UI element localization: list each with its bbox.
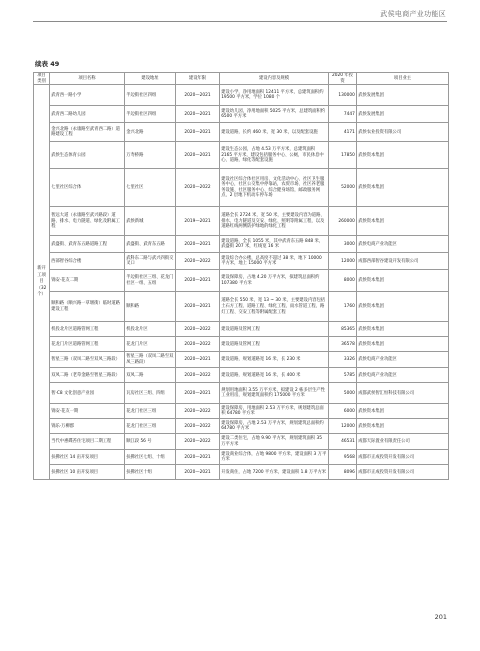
owner-cell: 武侯电商产业功能区 bbox=[357, 352, 449, 368]
owner-cell: 武侯发展集团 bbox=[357, 85, 449, 106]
investment-cell: 6000 bbox=[329, 404, 357, 419]
address-cell: 金兴北路 bbox=[125, 123, 176, 142]
investment-cell: 260000 bbox=[329, 207, 357, 236]
investment-cell: 46531 bbox=[329, 434, 357, 450]
years-cell: 2020—2022 bbox=[176, 419, 220, 434]
investment-cell: 1760 bbox=[329, 292, 357, 322]
years-cell: 2020—2021 bbox=[176, 383, 220, 404]
running-header-title: 武侯电商产业功能区 bbox=[380, 11, 446, 18]
project-name-cell: 智远大道（永康路至武兴路段）道路、排水、电力隧道、绿化及附属工程 bbox=[50, 207, 125, 236]
investment-cell: 8000 bbox=[329, 270, 357, 292]
years-cell: 2020—2021 bbox=[176, 292, 220, 322]
table-row bbox=[34, 142, 449, 169]
table-row bbox=[34, 383, 449, 404]
years-cell: 2019—2021 bbox=[176, 207, 220, 236]
owner-cell: 武侯资本集团 bbox=[357, 207, 449, 236]
investment-cell: 17850 bbox=[329, 142, 357, 169]
owner-cell: 武侯电商产业功能区 bbox=[357, 368, 449, 383]
content-cell: 道路全长 550 米，宽 13 ~ 30 米，主要建设内容包括土石方工程、道路工程、绿化工程、雨水管道工程、路灯工程、交安工程等附属配套工程 bbox=[220, 292, 329, 322]
investment-cell: 4171 bbox=[329, 123, 357, 142]
project-name-cell: 双凤二路（老草金路至智星三路段） bbox=[50, 368, 125, 383]
project-name-cell: 七里社区综合体 bbox=[50, 169, 125, 207]
project-name-cell: 当代中惠碟苔住宅项目二期工程 bbox=[50, 434, 125, 450]
owner-cell: 武侯资本集团 bbox=[357, 142, 449, 169]
owner-cell: 武侯农业投资有限公司 bbox=[357, 123, 449, 142]
content-cell: 建设道路及管网工程 bbox=[220, 337, 329, 352]
years-cell: 2020—2022 bbox=[176, 404, 220, 419]
address-cell: 七里社区 bbox=[125, 169, 176, 207]
table-row bbox=[34, 450, 449, 465]
investment-cell: 36578 bbox=[329, 337, 357, 352]
project-table bbox=[33, 72, 449, 480]
investment-cell: 9568 bbox=[329, 450, 357, 465]
content-cell: 建设道路，全长 1055 米，其中武青东五路 848 米，武盛街 207 米，红线宽 16 米 bbox=[220, 236, 329, 253]
project-name-cell: 智星三路（双凤二路至双凤三路段） bbox=[50, 352, 125, 368]
address-cell: 瓦房社区三组、四组 bbox=[125, 383, 176, 404]
address-cell: 半边街社区四组 bbox=[125, 106, 176, 123]
address-cell: 双凤二路 bbox=[125, 368, 176, 383]
content-cell: 建设商业综合体，占地 9800 平方米，建设面积 3 万平方米 bbox=[220, 450, 329, 465]
col-header-category: 项目类别 bbox=[34, 73, 50, 85]
owner-cell: 武侯资本集团 bbox=[357, 404, 449, 419]
content-cell: 规划用地面积 3.55 万平方米，拟建设 2 栋多层生产性工业用房，规划建筑面积约 175000 平方米 bbox=[220, 383, 329, 404]
owner-cell: 武侯资本集团 bbox=[357, 337, 449, 352]
investment-cell: 7447 bbox=[329, 106, 357, 123]
table-row bbox=[34, 106, 449, 123]
address-cell: 万寿桥路 bbox=[125, 142, 176, 169]
project-name-cell: 扶佛社区 14 亩开发项目 bbox=[50, 450, 125, 465]
content-cell: 建设保障房，占地 2.53 万平方米，规划建筑总面积约 64780 平方米 bbox=[220, 419, 329, 434]
owner-cell: 武侯资本集团 bbox=[357, 322, 449, 337]
table-row bbox=[34, 236, 449, 253]
table-row bbox=[34, 207, 449, 236]
table-row bbox=[34, 169, 449, 207]
address-cell: 花龙门片区 bbox=[125, 337, 176, 352]
project-name-cell: 锦安·花友二期 bbox=[50, 270, 125, 292]
table-row bbox=[34, 368, 449, 383]
years-cell: 2020—2021 bbox=[176, 85, 220, 106]
table-row bbox=[34, 85, 449, 106]
address-cell: 机投北片区 bbox=[125, 322, 176, 337]
content-cell: 建设幼儿园，净用地面积 5025 平方米，总建筑面积约 6500 平方米 bbox=[220, 106, 329, 123]
table-row bbox=[34, 292, 449, 322]
years-cell: 2020—2022 bbox=[176, 169, 220, 207]
table-row bbox=[34, 352, 449, 368]
project-name-cell: 武青西二路幼儿园 bbox=[50, 106, 125, 123]
table-row bbox=[34, 322, 449, 337]
project-name-cell: 锦乐·万柳郡 bbox=[50, 419, 125, 434]
address-cell: 武侯新城 bbox=[125, 207, 176, 236]
investment-cell: 12000 bbox=[329, 253, 357, 270]
address-cell: 花龙门社区三组 bbox=[125, 419, 176, 434]
content-cell: 开发商住，占地 7200 平方米，建设面积 1.8 万平方米 bbox=[220, 465, 329, 480]
owner-cell: 成都武侯智汇恒科技有限公司 bbox=[357, 383, 449, 404]
investment-cell: 52000 bbox=[329, 169, 357, 207]
table-row bbox=[34, 434, 449, 450]
table-continuation-label: 续表 49 bbox=[35, 60, 60, 68]
years-cell: 2020—2021 bbox=[176, 142, 220, 169]
address-cell: 武科东二路与武兴四街交叉口 bbox=[125, 253, 176, 270]
project-name-cell: 金兴北路（永康路至武青西二路）道路建设工程 bbox=[50, 123, 125, 142]
table-row bbox=[34, 465, 449, 480]
table-row bbox=[34, 253, 449, 270]
years-cell: 2020—2021 bbox=[176, 106, 220, 123]
content-cell: 建设道路，规划道路宽 16 米，长 400 米 bbox=[220, 368, 329, 383]
table-row bbox=[34, 270, 449, 292]
col-header-name: 项目名称 bbox=[50, 73, 125, 85]
project-name-cell: 西部智谷综合楼 bbox=[50, 253, 125, 270]
years-cell: 2020—2021 bbox=[176, 123, 220, 142]
category-cell: 新开工项目（32 个） bbox=[34, 85, 50, 480]
owner-cell: 成都市正成投资开发有限公司 bbox=[357, 465, 449, 480]
owner-cell: 武侯资本集团 bbox=[357, 169, 449, 207]
project-name-cell: 机投北片区道路管网工程 bbox=[50, 322, 125, 337]
years-cell: 2020—2021 bbox=[176, 465, 220, 480]
col-header-owner: 项目业主 bbox=[357, 73, 449, 85]
content-cell: 道路全长 2724 米，宽 50 米，主要建设内容为道路、排水、电力隧道及交安、绿化、照明等附属工程，以及道路红线两侧防护绿地的绿化工程 bbox=[220, 207, 329, 236]
investment-cell: 5785 bbox=[329, 368, 357, 383]
table-row bbox=[34, 337, 449, 352]
investment-cell: 130000 bbox=[329, 85, 357, 106]
content-cell: 建设生态公园，占地 4.53 万平方米，总建筑面积 2165 平方米，建设包括服务中心、公厕，市民休息中心、道路，绿化等配套设施 bbox=[220, 142, 329, 169]
page-number: 201 bbox=[434, 613, 447, 621]
years-cell: 2020—2021 bbox=[176, 352, 220, 368]
owner-cell: 武侯电商产业功能区 bbox=[357, 236, 449, 253]
address-cell: 扶佛社区七组、十组 bbox=[125, 450, 176, 465]
content-cell: 建设道路及管网工程 bbox=[220, 322, 329, 337]
investment-cell: 5000 bbox=[329, 383, 357, 404]
years-cell: 2020—2021 bbox=[176, 236, 220, 253]
owner-cell: 武侯资本集团 bbox=[357, 292, 449, 322]
content-cell: 建设道路，长约 460 米，宽 30 米，以及配套设施 bbox=[220, 123, 329, 142]
table-row bbox=[34, 404, 449, 419]
owner-cell: 武侯发展集团 bbox=[357, 106, 449, 123]
years-cell: 2020—2022 bbox=[176, 322, 220, 337]
header-rule bbox=[33, 21, 447, 22]
owner-cell: 成都天际置业有限责任公司 bbox=[357, 434, 449, 450]
project-name-cell: 锦安·花友一期 bbox=[50, 404, 125, 419]
address-cell: 智星三路（双凤二路至双凤三路段） bbox=[125, 352, 176, 368]
project-name-cell: 扶佛社区 10 亩开发项目 bbox=[50, 465, 125, 480]
project-name-cell: 武青西一路小学 bbox=[50, 85, 125, 106]
content-cell: 建设保障房，占地 4.20 万平方米，拟建筑总面积约 107380 平方米 bbox=[220, 270, 329, 292]
address-cell: 半边街社区三组、花龙门社区一组、五组 bbox=[125, 270, 176, 292]
address-cell: 花龙门社区三组 bbox=[125, 404, 176, 419]
owner-cell: 成都市正成投资开发有限公司 bbox=[357, 450, 449, 465]
address-cell: 顺江段 56 号 bbox=[125, 434, 176, 450]
col-header-content: 建设内容及规模 bbox=[220, 73, 329, 85]
investment-cell: 8096 bbox=[329, 465, 357, 480]
investment-cell: 12000 bbox=[329, 419, 357, 434]
table-row bbox=[34, 123, 449, 142]
investment-cell: 3000 bbox=[329, 236, 357, 253]
col-header-years: 建设年限 bbox=[176, 73, 220, 85]
years-cell: 2020—2021 bbox=[176, 450, 220, 465]
years-cell: 2020—2022 bbox=[176, 253, 220, 270]
project-name-cell: 武盛街、武青东五路道路工程 bbox=[50, 236, 125, 253]
address-cell: 武盛街、武青东五路 bbox=[125, 236, 176, 253]
project-name-cell: 顺和路（顺兴路一草堰街）临时道路建设工程 bbox=[50, 292, 125, 322]
address-cell: 顺和路 bbox=[125, 292, 176, 322]
owner-cell: 成都西部智谷建设开发有限公司 bbox=[357, 253, 449, 270]
owner-cell: 武侯资本集团 bbox=[357, 419, 449, 434]
col-header-investment: 2020 年投资 bbox=[329, 73, 357, 85]
address-cell: 半边街社区四组 bbox=[125, 85, 176, 106]
years-cell: 2020—2022 bbox=[176, 434, 220, 450]
content-cell: 建设小学，净用地面积 12411 平方米，总建筑面积约 19500 平方米，学位 1080 个 bbox=[220, 85, 329, 106]
years-cell: 2020—2021 bbox=[176, 270, 220, 292]
investment-cell: 85365 bbox=[329, 322, 357, 337]
years-cell: 2020—2022 bbox=[176, 368, 220, 383]
investment-cell: 3326 bbox=[329, 352, 357, 368]
content-cell: 建设二类住宅，占地 9.90 平方米，规划建筑面积 35 万平方米 bbox=[220, 434, 329, 450]
years-cell: 2020—2022 bbox=[176, 337, 220, 352]
table-header-row bbox=[34, 73, 449, 85]
project-name-cell: 花龙门片区道路管网工程 bbox=[50, 337, 125, 352]
content-cell: 建设综合办公楼，总高度不超过 38 米，地下 10000 平方米，地上 15000 平方米 bbox=[220, 253, 329, 270]
content-cell: 建设道路，规划道路宽 16 米，长 230 米 bbox=[220, 352, 329, 368]
col-header-address: 建设地址 bbox=[125, 73, 176, 85]
project-name-cell: 智·C8 文化创意产业园 bbox=[50, 383, 125, 404]
table-row bbox=[34, 419, 449, 434]
project-name-cell: 武侯生态体育公园 bbox=[50, 142, 125, 169]
owner-cell: 武侯资本集团 bbox=[357, 270, 449, 292]
content-cell: 建设社区综合体社区用房、文化活动中心、社区卫生服务中心，社区公交集中停靠站，农贸市场、社区养老服务设施、社区服务中心、综合健身场馆，邮政服务网点、2 层地下机动车停车场 bbox=[220, 169, 329, 207]
content-cell: 建设保障房，用地面积 2.53 万平方米，规划建筑总面积 64780 平方米 bbox=[220, 404, 329, 419]
address-cell: 扶佛社区十组 bbox=[125, 465, 176, 480]
